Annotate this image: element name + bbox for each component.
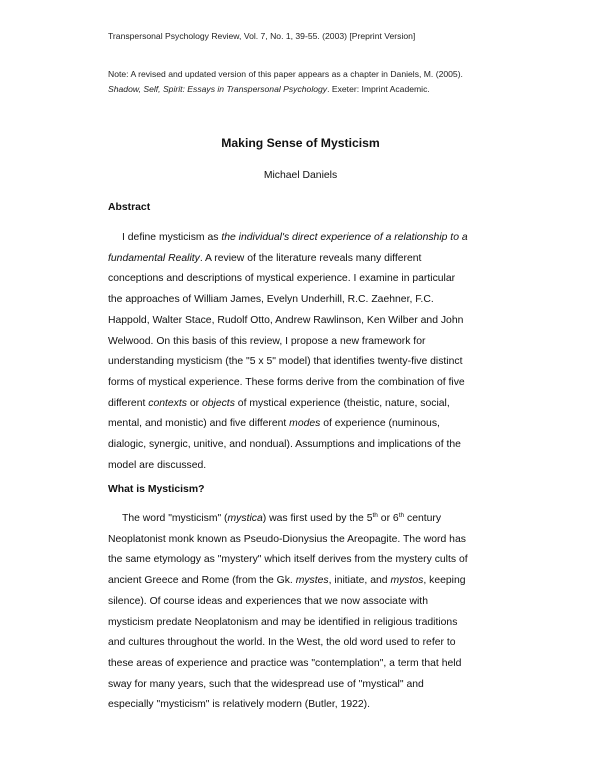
abstract-line: I define mysticism as the individual's direct experience of a relationship to a (122, 232, 468, 243)
abstract-heading: Abstract (108, 202, 151, 213)
abstract-line: model are discussed. (108, 459, 207, 471)
body-line: the same etymology as "mystery" which itself derives from the mystery cults of (108, 554, 468, 566)
abstract-line: understanding mysticism (the "5 x 5" model) that identifies twenty-five distinct (108, 356, 463, 368)
note-line-2 (108, 82, 463, 97)
citation-header: Transpersonal Psychology Review, Vol. 7, No. 1, 39-55. (2003) [Preprint Version] (108, 31, 416, 41)
note-line-1: Note: A revised and updated version of this paper appears as a chapter in Daniels, M. (2005). (108, 69, 463, 79)
body-line: especially "mysticism" is relatively modern (Butler, 1922). (108, 699, 371, 711)
note-publisher: . Exeter: Imprint Academic. (327, 83, 430, 94)
paper-title: Making Sense of Mysticism (221, 136, 380, 150)
body-line: silence). Of course ideas and experiences that we now associate with (108, 595, 428, 607)
body-line: sway for many years, such that the widespread use of "mystical" and (108, 678, 424, 690)
abstract-line: different contexts or objects of mystical experience (theistic, nature, social, (108, 397, 450, 409)
body-line: these areas of experience and practice was "contemplation", a term that held (108, 657, 462, 669)
body-line: Neoplatonist monk known as Pseudo-Dionysius the Areopagite. The word has (108, 533, 466, 545)
abstract-line: Welwood. On this basis of this review, I propose a new framework for (108, 335, 426, 347)
body-line: mysticism predate Neoplatonism and may be identified in religious traditions (108, 616, 458, 628)
note-book-title: Shadow, Self, Spirit: Essays in Transpersonal Psychology (108, 83, 328, 94)
abstract-paragraph (108, 228, 503, 476)
body-line: and cultures throughout the world. In the West, the old word used to refer to (108, 637, 456, 649)
what-is-mysticism-paragraph (108, 509, 503, 716)
abstract-line: fundamental Reality. A review of the literature reveals many different (108, 252, 422, 264)
abstract-line: dialogic, synergic, unitive, and nondual). Assumptions and implications of the (108, 439, 461, 451)
what-is-mysticism-heading: What is Mysticism? (108, 484, 205, 495)
abstract-line: the approaches of William James, Evelyn Underhill, R.C. Zaehner, F.C. (108, 294, 434, 306)
abstract-line: conceptions and descriptions of mystical experience. I examine in particular (108, 273, 456, 285)
body-line: ancient Greece and Rome (from the Gk. mystes, initiate, and mystos, keeping (108, 575, 466, 587)
abstract-line: mental, and monistic) and five different modes of experience (numinous, (108, 418, 440, 430)
abstract-line: forms of mystical experience. These forms derive from the combination of five (108, 376, 465, 388)
revision-note (108, 67, 463, 96)
abstract-line: Happold, Walter Stace, Rudolf Otto, Andrew Rawlinson, Ken Wilber and John (108, 314, 464, 326)
paper-author: Michael Daniels (263, 170, 338, 181)
body-line: The word "mysticism" (mystica) was first used by the 5th or 6th century (122, 512, 442, 524)
